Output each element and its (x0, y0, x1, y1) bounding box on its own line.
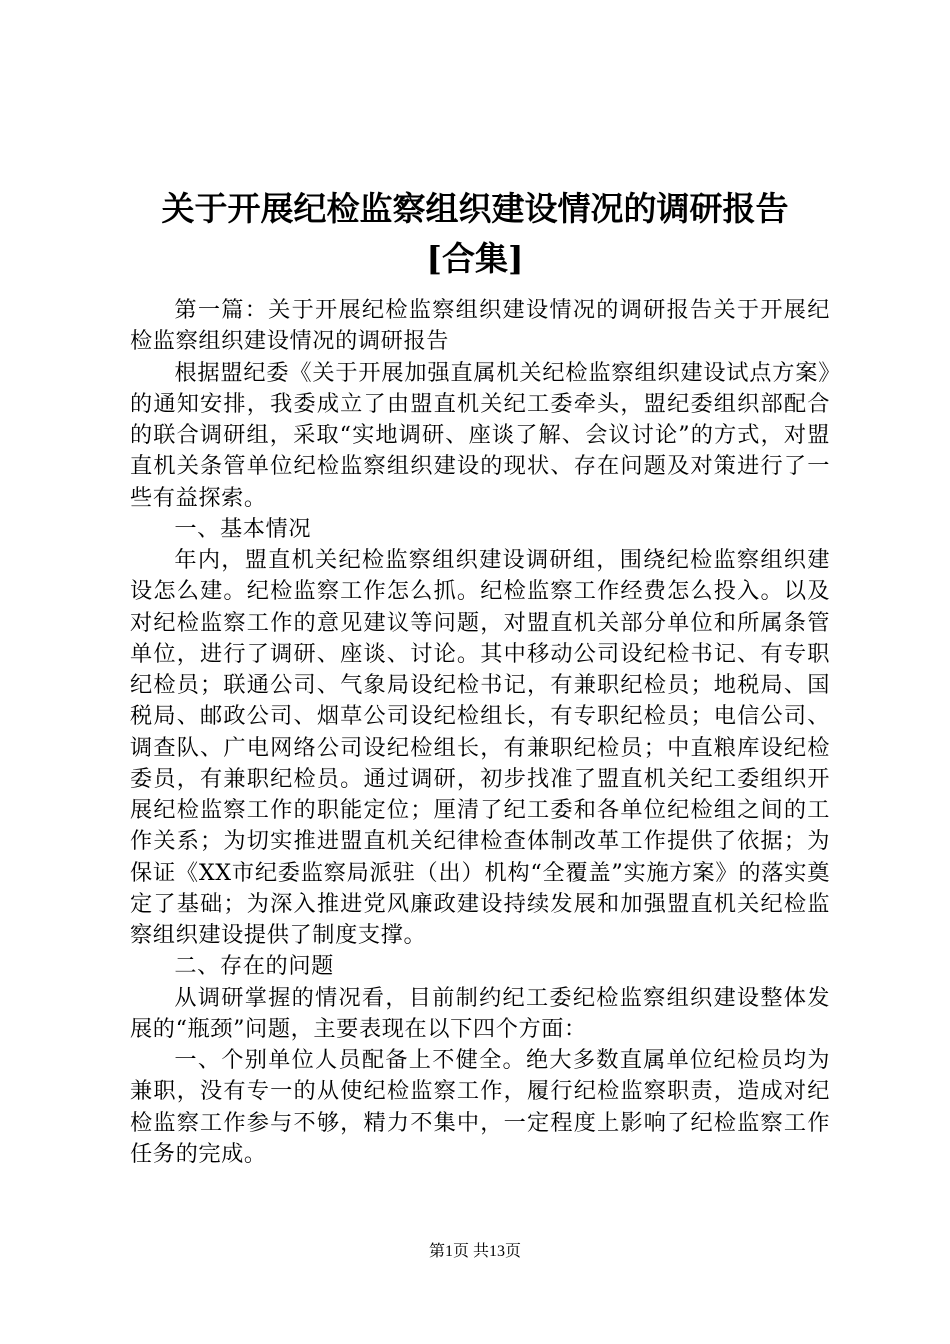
section-heading: 一、基本情况 (174, 515, 312, 542)
body-paragraph: 年内，盟直机关纪检监察组织建设调研组，围绕纪检监察组织建设怎么建。纪检监察工作怎么抓。纪检监察工作经费怎么投入。以及对纪检监察工作的意见建议等问题，对盟直机关部分单位和所属条管单位，进行了调研、座谈、讨论。其中移动公司设纪检书记、有专职纪检员；联通公司、气象局设纪检书记，有兼职纪检员；地税局、国税局、邮政公司、烟草公司设纪检组长，有专职纪检员；电信公司、调查队、广电网络公司设纪检组长，有兼职纪检员；中直粮库设纪检委员，有兼职纪检员。通过调研，初步找准了盟直机关纪工委组织开展纪检监察工作的职能定位；厘清了纪工委和各单位纪检组之间的工作关系；为切实推进盟直机关纪律检查体制改革工作提供了依据；为保证《XX市纪委监察局派驻（出）机构“全覆盖”实施方案》的落实奠定了基础；为深入推进党风廉政建设持续发展和加强盟直机关纪检监察组织建设提供了制度支撑。 (130, 547, 830, 948)
body-paragraph: 根据盟纪委《关于开展加强直属机关纪检监察组织建设试点方案》的通知安排，我委成立了由盟直机关纪工委牵头，盟纪委组织部配合的联合调研组，采取“实地调研、座谈了解、会议讨论”的方式，对盟直机关条管单位纪检监察组织建设的现状、存在问题及对策进行了一些有益探索。 (130, 359, 830, 511)
page-number-footer: 第1页 共13页 (428, 1243, 521, 1260)
document-title: 关于开展纪检监察组织建设情况的调研报告 (161, 189, 789, 228)
document-body (130, 295, 830, 1170)
body-paragraph: 从调研掌握的情况看，目前制约纪工委纪检监察组织建设整体发展的“瓶颈”问题，主要表现在以下四个方面： (130, 984, 830, 1042)
document-title-suffix: [合集] (426, 239, 524, 278)
body-paragraph: 第一篇：关于开展纪检监察组织建设情况的调研报告关于开展纪检监察组织建设情况的调研报告 (130, 297, 830, 355)
section-heading: 二、存在的问题 (174, 953, 334, 980)
body-paragraph: 一、个别单位人员配备上不健全。绝大多数直属单位纪检员均为兼职，没有专一的从使纪检监察工作，履行纪检监察职责，造成对纪检监察工作参与不够，精力不集中，一定程度上影响了纪检监察工作任务的完成。 (130, 1047, 830, 1167)
